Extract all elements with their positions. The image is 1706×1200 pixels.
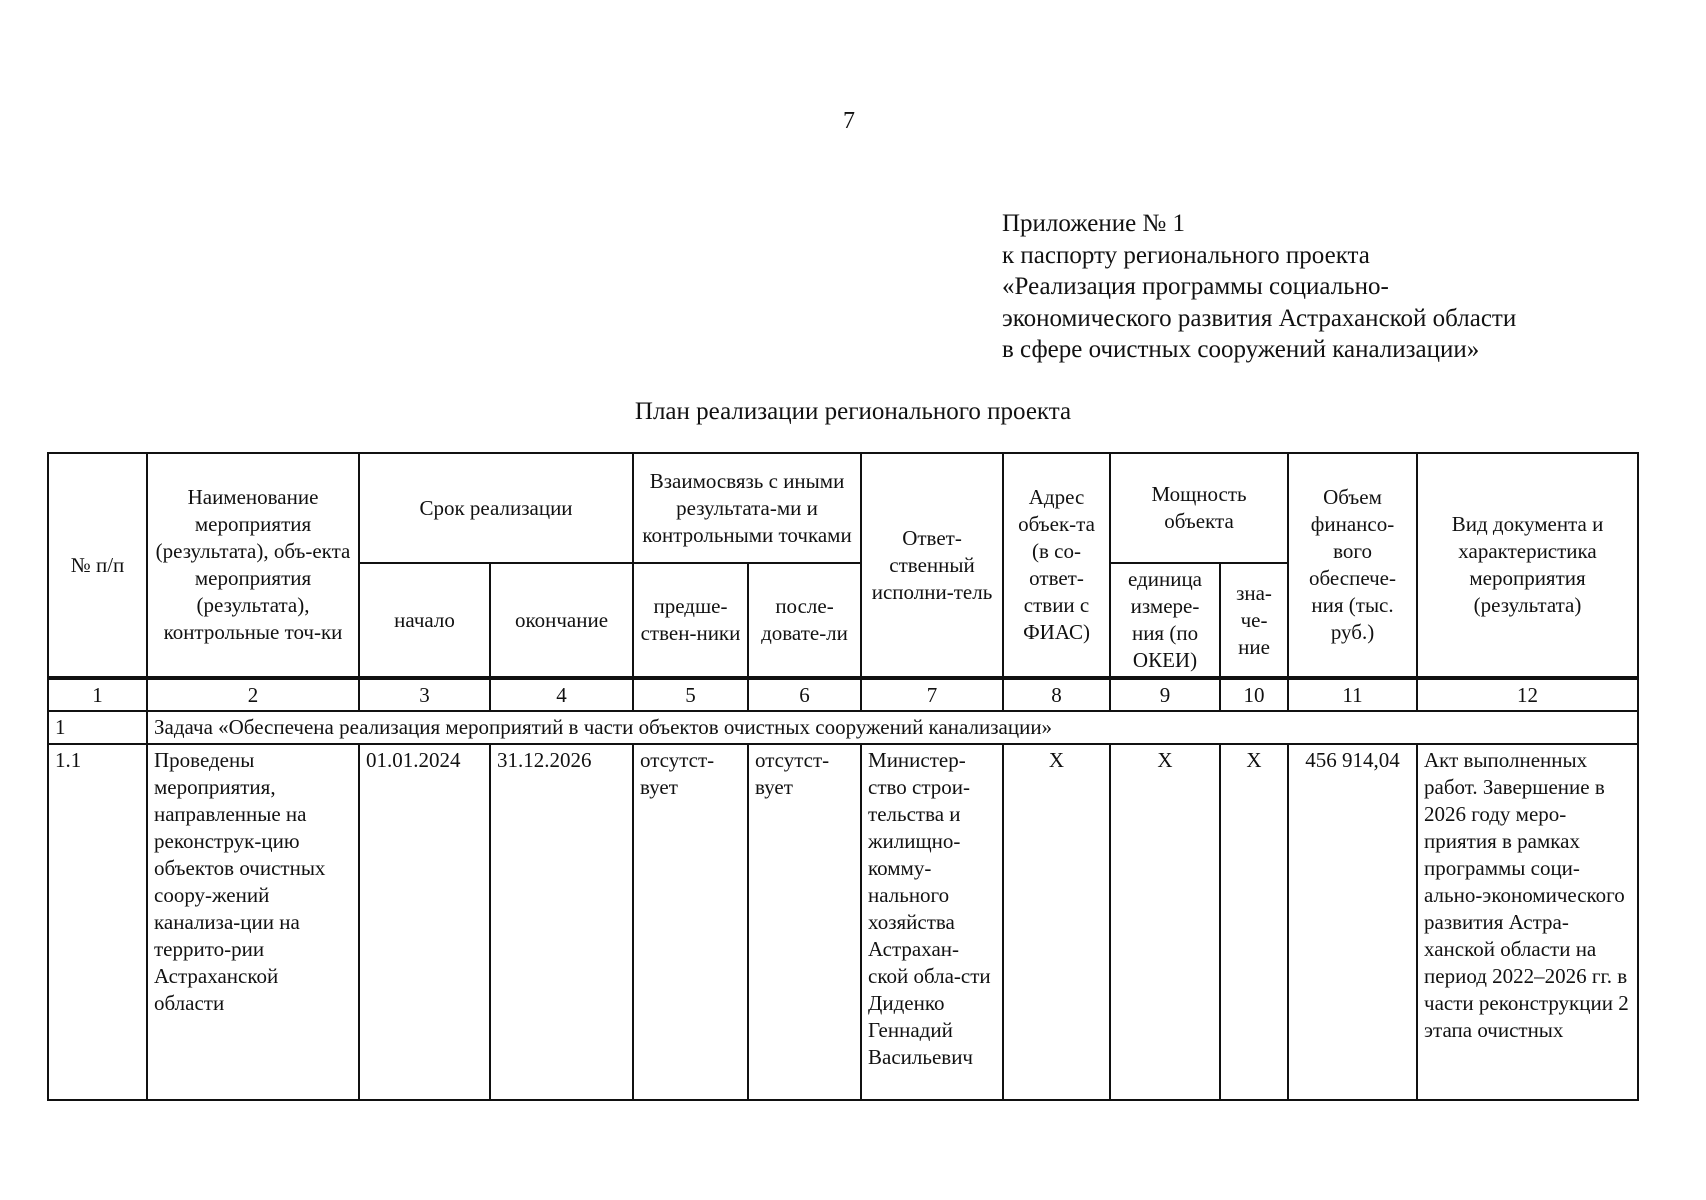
- header-responsible: Ответ-ственный исполни-тель: [861, 453, 1003, 678]
- header-period: Срок реализации: [359, 453, 633, 563]
- column-number: 12: [1417, 678, 1638, 711]
- header-funding: Объем финансо-вого обеспече-ния (тыс. руб.): [1288, 453, 1417, 678]
- column-number: 8: [1003, 678, 1110, 711]
- plan-title: План реализации регионального проекта: [634, 398, 1072, 425]
- header-doc: Вид документа и характеристика мероприятия (результата): [1417, 453, 1638, 678]
- appendix-line: в сфере очистных сооружений канализации»: [1002, 336, 1480, 363]
- row-funding: 456 914,04: [1288, 744, 1417, 1100]
- column-number: 9: [1110, 678, 1220, 711]
- appendix-block: [1002, 208, 1516, 366]
- header-address: Адрес объек-та (в со-ответ-ствии с ФИАС): [1003, 453, 1110, 678]
- column-number: 11: [1288, 678, 1417, 711]
- appendix-line: Приложение № 1: [1002, 210, 1186, 237]
- header-period-start: начало: [359, 563, 490, 678]
- row-start: 01.01.2024: [359, 744, 490, 1100]
- page-number: 7: [843, 108, 855, 134]
- row-succ: отсутст-вует: [748, 744, 861, 1100]
- row-unit: X: [1110, 744, 1220, 1100]
- row-end: 31.12.2026: [490, 744, 633, 1100]
- header-capacity-value: зна-че-ние: [1220, 563, 1288, 678]
- plan-table: [47, 452, 1639, 1101]
- appendix-line: экономического развития Астраханской области: [1002, 304, 1517, 332]
- task-text: Задача «Обеспечена реализация мероприятий в части объектов очистных сооружений канализации»: [147, 711, 1638, 744]
- table-row: [48, 744, 1638, 1100]
- header-name: Наименование мероприятия (результата), объ-екта мероприятия (результата), контрольные точ-ки: [147, 453, 359, 678]
- column-number: 10: [1220, 678, 1288, 711]
- column-number: 2: [147, 678, 359, 711]
- row-value: X: [1220, 744, 1288, 1100]
- column-number: 5: [633, 678, 748, 711]
- column-number: 1: [48, 678, 147, 711]
- appendix-line: к паспорту регионального проекта: [1002, 241, 1370, 269]
- column-number: 6: [748, 678, 861, 711]
- row-num: 1.1: [48, 744, 147, 1100]
- header-links: Взаимосвязь с иными результата-ми и контрольными точками: [633, 453, 861, 563]
- task-num: 1: [48, 711, 147, 744]
- header-period-end: окончание: [490, 563, 633, 678]
- column-number: 3: [359, 678, 490, 711]
- row-responsible: Министер-ство строи-тельства и жилищно-комму-нального хозяйства Астрахан-ской обла-сти Диденко Геннадий Васильевич: [861, 744, 1003, 1100]
- header-num: № п/п: [48, 453, 147, 678]
- row-name: Проведены мероприятия, направленные на реконструк-цию объектов очистных соору-жений канализа-ции на террито-рии Астраханской области: [147, 744, 359, 1100]
- header-capacity: Мощность объекта: [1110, 453, 1288, 563]
- row-address: X: [1003, 744, 1110, 1100]
- header-links-pred: предше-ствен-ники: [633, 563, 748, 678]
- row-doc: Акт выполненных работ. Завершение в 2026 году меро-приятия в рамках программы соци-ально-экономического развития Астра-ханской области на период 2022–2026 гг. в части реконструкции 2 этапа очистных: [1417, 744, 1638, 1100]
- appendix-line: «Реализация программы социально-: [1002, 273, 1389, 300]
- column-number: 4: [490, 678, 633, 711]
- header-links-succ: после-довате-ли: [748, 563, 861, 678]
- column-number: 7: [861, 678, 1003, 711]
- row-pred: отсутст-вует: [633, 744, 748, 1100]
- header-capacity-unit: единица измере-ния (по ОКЕИ): [1110, 563, 1220, 678]
